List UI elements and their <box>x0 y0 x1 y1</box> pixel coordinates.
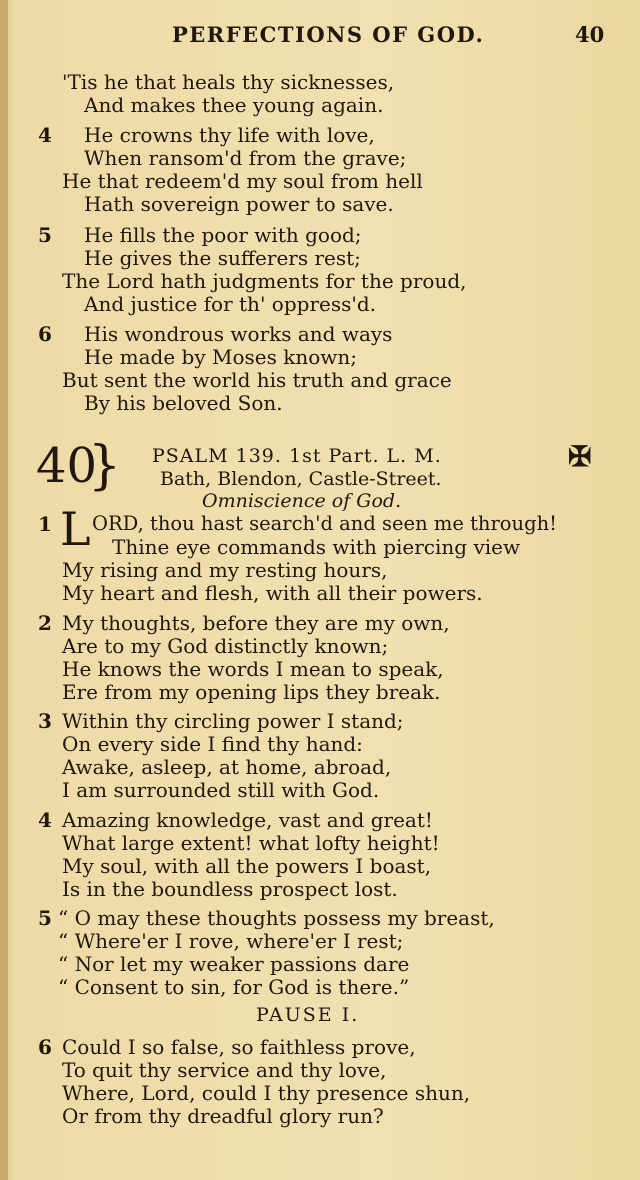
stanza-number: 5 <box>38 906 52 930</box>
verse-line: Thine eye commands with piercing view <box>112 535 521 559</box>
verse-line: And makes thee young again. <box>84 93 384 117</box>
psalm-heading: PSALM 139. 1st Part. L. M. <box>152 445 442 467</box>
verse-line: But sent the world his truth and grace <box>62 368 452 392</box>
verse-line: ORD, thou hast search'd and seen me through! <box>92 512 557 535</box>
cross-mark-icon: ✠ <box>568 440 592 473</box>
verse-line: Within thy circling power I stand; <box>62 709 404 733</box>
stanza-number: 1 <box>38 512 52 536</box>
verse-line: What large extent! what lofty height! <box>62 831 440 855</box>
verse-line: By his beloved Son. <box>84 391 283 415</box>
tune-names: Bath, Blendon, Castle-Street. <box>160 468 442 490</box>
verse-line: Awake, asleep, at home, abroad, <box>62 755 392 779</box>
hymn-number: 40 <box>36 438 98 494</box>
verse-line: My heart and flesh, with all their powers. <box>62 581 483 605</box>
stanza-number: 2 <box>38 611 52 635</box>
heading-brace: } <box>88 436 122 496</box>
verse-line: Where, Lord, could I thy presence shun, <box>62 1081 471 1105</box>
stanza-number: 4 <box>38 808 52 832</box>
verse-line: He knows the words I mean to speak, <box>62 657 444 681</box>
verse-line: He that redeem'd my soul from hell <box>62 169 423 193</box>
verse-line: Hath sovereign power to save. <box>84 192 394 216</box>
verse-line: “ Nor let my weaker passions dare <box>58 952 410 976</box>
verse-line: Is in the boundless prospect lost. <box>62 877 398 901</box>
hymn-subject: Omniscience of God. <box>202 490 402 512</box>
verse-line: And justice for th' oppress'd. <box>84 292 377 316</box>
page-number: 40 <box>575 22 605 47</box>
pause-heading: PAUSE I. <box>256 1004 360 1026</box>
verse-line: On every side I find thy hand: <box>62 732 363 756</box>
verse-line: “ Where'er I rove, where'er I rest; <box>58 929 404 953</box>
verse-line: To quit thy service and thy love, <box>62 1058 387 1082</box>
verse-line: He crowns thy life with love, <box>84 123 375 147</box>
stanza-number: 3 <box>38 709 52 733</box>
verse-line: “ O may these thoughts possess my breast, <box>58 906 495 930</box>
verse-line: Are to my God distinctly known; <box>62 634 389 658</box>
verse-line: He made by Moses known; <box>84 345 357 369</box>
stanza-number: 5 <box>38 223 52 247</box>
running-title: PERFECTIONS OF GOD. <box>172 22 485 47</box>
verse-line: Could I so false, so faithless prove, <box>62 1035 416 1059</box>
drop-capital: L <box>60 502 91 556</box>
verse-line: My soul, with all the powers I boast, <box>62 854 432 878</box>
verse-line: His wondrous works and ways <box>84 322 393 346</box>
running-header <box>0 22 640 54</box>
verse-line: When ransom'd from the grave; <box>84 146 407 170</box>
verse-line: 'Tis he that heals thy sicknesses, <box>62 70 395 94</box>
verse-line: My rising and my resting hours, <box>62 558 388 582</box>
verse-line: The Lord hath judgments for the proud, <box>62 269 467 293</box>
stanza-number: 6 <box>38 322 52 346</box>
stanza-number: 4 <box>38 123 52 147</box>
verse-line: I am surrounded still with God. <box>62 778 380 802</box>
verse-line: My thoughts, before they are my own, <box>62 611 450 635</box>
verse-line: Amazing knowledge, vast and great! <box>62 808 433 832</box>
verse-line: “ Consent to sin, for God is there.” <box>58 975 410 999</box>
verse-line: Or from thy dreadful glory run? <box>62 1104 384 1128</box>
verse-line: Ere from my opening lips they break. <box>62 680 441 704</box>
page-edge-shadow <box>0 0 8 1180</box>
verse-line: He gives the sufferers rest; <box>84 246 361 270</box>
verse-line: He fills the poor with good; <box>84 223 362 247</box>
stanza-number: 6 <box>38 1035 52 1059</box>
